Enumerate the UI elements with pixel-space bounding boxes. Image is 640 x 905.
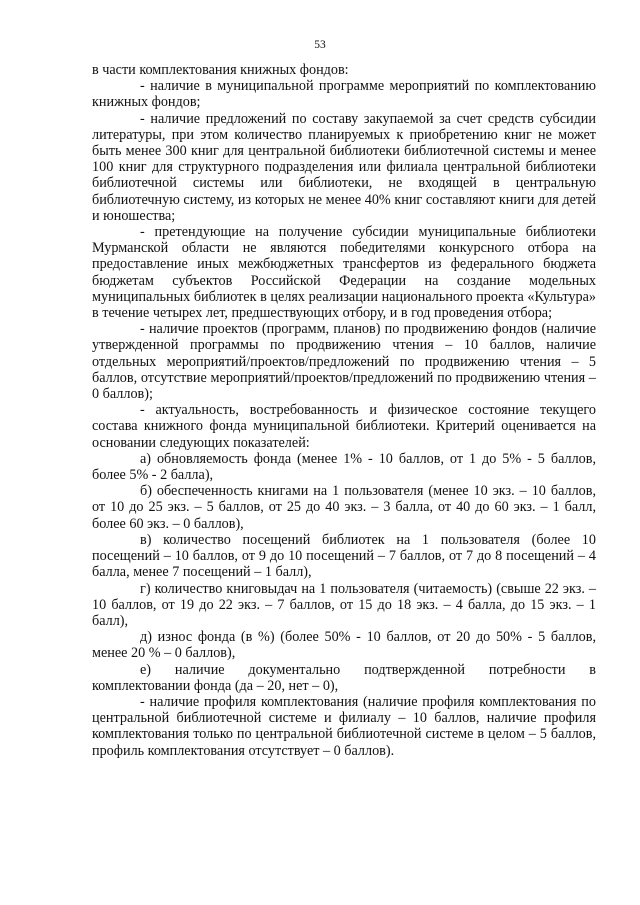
list-item-f-need: е) наличие документально подтвержденной потребности в комплектовании фонда (да – 20, нет – 0), — [92, 661, 596, 694]
list-item-a-renewal: а) обновляемость фонда (менее 1% - 10 баллов, от 1 до 5% - 5 баллов, более 5% - 2 балла), — [92, 450, 596, 484]
paragraph-intro: в части комплектования книжных фондов: — [92, 62, 349, 78]
paragraph-fund-relevance: - актуальность, востребованность и физическое состояние текущего состава книжного фонда муниципальной библиотеки. Критерий оценивается на основании следующих показателей: — [92, 402, 596, 451]
paragraph-purchase-proposals: - наличие предложений по составу закупаемой за счет средств субсидии литературы, при этом количество планируемых к приобретению книг не может быть менее 300 книг для центральной библиотеки библиотечной системы и менее 100 книг для структурного подразделения или филиала центральной библиотеки библиотечной системы или библиотеки, не входящей в центральную библиотечную систему, из которых не менее 40% книг составляют книги для детей и юношества; — [92, 110, 596, 224]
paragraph-competition-status: - претендующие на получение субсидии муниципальные библиотеки Мурманской области не являются победителями конкурсного отбора на предоставление иных межбюджетных трансфертов из федерального бюджета бюджетам субъектов Российской Федерации на создание модельных муниципальных библиотек в целях реализации национального проекта «Культура» в течение четырех лет, предшествующих отбору, и в год проведения отбора; — [92, 224, 596, 322]
list-item-c-visits: в) количество посещений библиотек на 1 пользователя (более 10 посещений – 10 баллов, от 9 до 10 посещений – 7 баллов, от 7 до 8 посещений – 4 балла, менее 7 посещений – 1 балл), — [92, 531, 596, 581]
paragraph-program-measures: - наличие в муниципальной программе мероприятий по комплектованию книжных фондов; — [92, 78, 596, 111]
document-body — [92, 62, 596, 759]
paragraph-acquisition-profile: - наличие профиля комплектования (наличие профиля комплектования по центральной библиотечной системе и филиалу – 10 баллов, наличие профиля комплектования только по центральной библиотечной системе в целом – 5 баллов, профиль комплектования отсутствует – 0 баллов). — [92, 693, 596, 759]
page-number: 53 — [314, 39, 326, 51]
list-item-b-provision: б) обеспеченность книгами на 1 пользователя (менее 10 экз. – 10 баллов, от 10 до 25 экз. – 5 баллов, от 25 до 40 экз. – 3 балла, от 40 до 60 экз. – 1 балл, более 60 экз. – 0 баллов), — [92, 483, 596, 532]
list-item-d-loans: г) количество книговыдач на 1 пользователя (читаемость) (свыше 22 экз. – 10 баллов, от 19 до 22 экз. – 7 баллов, от 15 до 18 экз. – 4 балла, до 15 экз. – 1 балл), — [92, 580, 596, 629]
paragraph-promotion-projects: - наличие проектов (программ, планов) по продвижению фондов (наличие утвержденной программы по продвижению чтения – 10 баллов, наличие отдельных мероприятий/проектов/предложений по продвижению чтения – 5 баллов, отсутствие мероприятий/проектов/предложений по продвижению чтения – 0 баллов); — [92, 321, 596, 403]
list-item-e-wear: д) износ фонда (в %) (более 50% - 10 баллов, от 20 до 50% - 5 баллов, менее 20 % – 0 баллов), — [92, 629, 596, 662]
